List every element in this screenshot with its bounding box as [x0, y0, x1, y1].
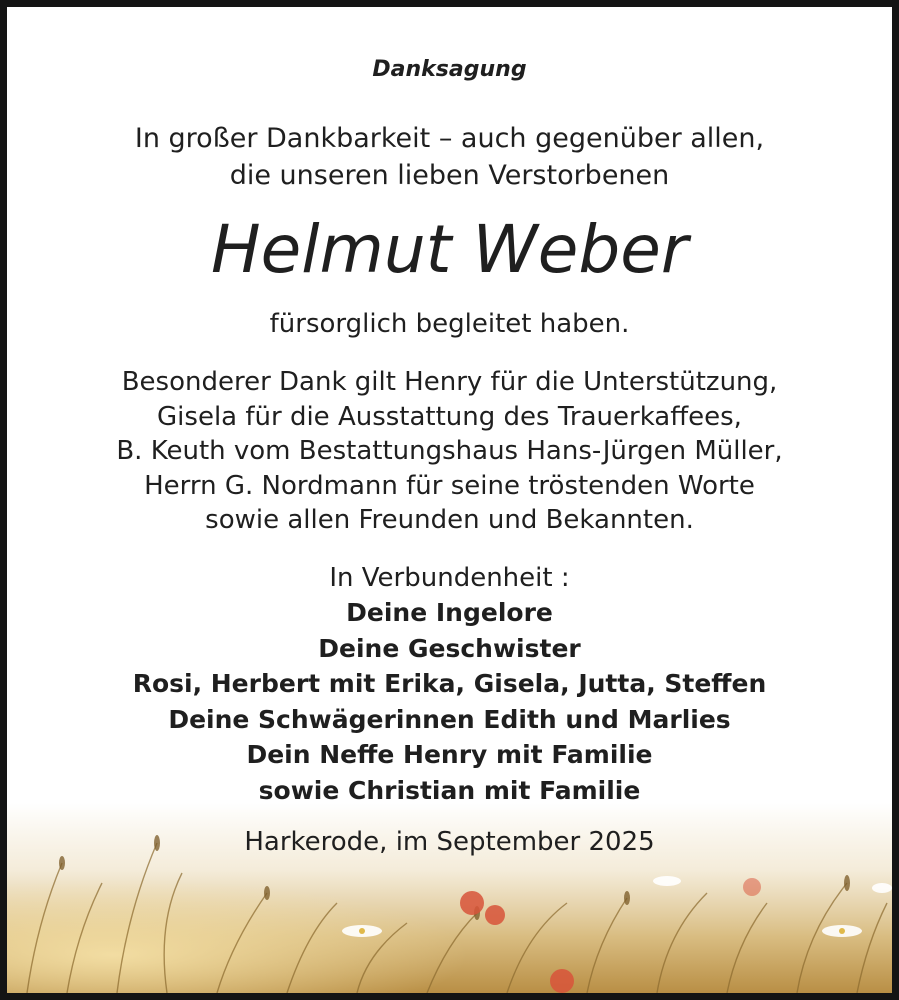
signer-line: sowie Christian mit Familie — [258, 775, 641, 805]
thanks-line: B. Keuth vom Bestattungshaus Hans-Jürgen Müller, — [116, 436, 783, 466]
thanks-line: Herrn G. Nordmann für seine tröstenden Worte — [144, 470, 755, 501]
signer-line: Rosi, Herbert mit Erika, Gisela, Jutta, Steffen — [132, 669, 767, 698]
signer-line: Deine Schwägerinnen Edith und Marlies — [168, 704, 731, 734]
signers-list — [7, 595, 892, 808]
signer-line: Dein Neffe Henry mit Familie — [246, 740, 653, 769]
place-date: Harkerode, im September 2025 — [244, 827, 655, 857]
signoff-text: In Verbundenheit : — [329, 563, 570, 593]
intro-text — [7, 120, 892, 194]
signer-line: Deine Geschwister — [318, 633, 581, 663]
thanks-line: sowie allen Freunden und Bekannten. — [205, 505, 694, 535]
thanks-line: Besonderer Dank gilt Henry für die Unterstützung, — [121, 367, 778, 397]
intro-line: In großer Dankbarkeit – auch gegenüber allen, — [134, 123, 765, 154]
signer-line: Deine Ingelore — [346, 598, 553, 627]
thanks-text — [7, 365, 892, 538]
heading-title: Danksagung — [372, 57, 527, 82]
deceased-name: Helmut Weber — [210, 211, 689, 288]
intro-line: die unseren lieben Verstorbenen — [229, 160, 670, 191]
thanks-line: Gisela für die Ausstattung des Trauerkaffees, — [157, 401, 742, 432]
after-name-text: fürsorglich begleitet haben. — [269, 309, 630, 339]
